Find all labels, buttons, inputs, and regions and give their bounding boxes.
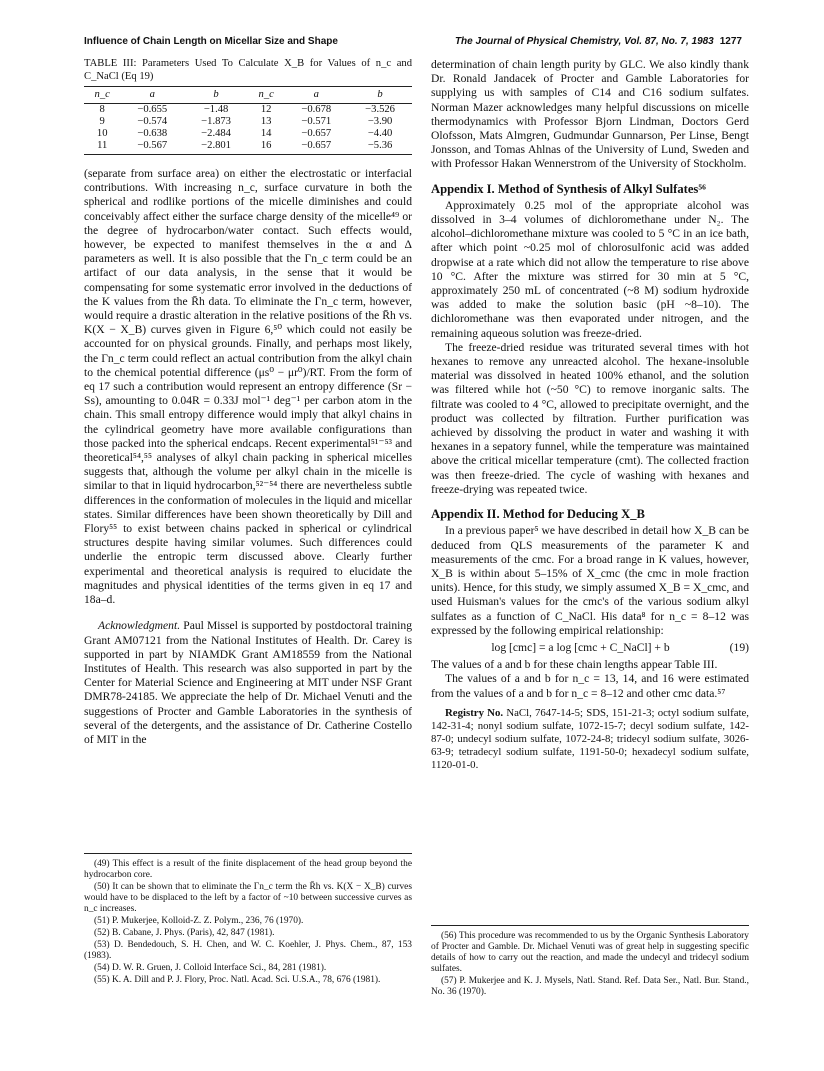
table-row [84, 128, 412, 140]
registry-label: Registry No. [445, 706, 504, 719]
column-header: b [348, 87, 412, 104]
table-cell: −0.638 [137, 128, 168, 139]
left-column [84, 58, 412, 747]
footnote: (49) This effect is a result of the finite displacement of the head group beyond the hydrocarbon core. [84, 859, 412, 880]
body-paragraph: The freeze-dried residue was triturated several times with hot hexanes to remove any unreacted alcohol. The hexane-insoluble material was dissolved in heated 100% ethanol, and the solution was filtered while hot (~50 °C) to remove inorganic salts. The filtrate was cooled to 4 °C, allowed to precipitate overnight, and the product was collected by filtration. Further purification was achieved by dissolving the product in water and washing it with hexanes in a sepatory funnel, while the temperature was maintained above the critical micellar temperature (cmt). The collected fraction was then freeze-dried. The cycle of washing with hexanes and freeze-drying was repeated twice. [431, 340, 749, 496]
parameters-table [84, 86, 412, 155]
table-cell: −0.574 [137, 116, 168, 127]
equation-text: log [cmc] = a log [cmc + C_NaCl] + b [491, 640, 670, 654]
table-cell: −2.484 [201, 128, 231, 139]
table-cell: 12 [260, 104, 272, 115]
equation-number: (19) [729, 640, 749, 654]
body-paragraph: The values of a and b for n_c = 13, 14, and 16 were estimated from the values of a and b for n_c = 8–12 and other cmc data.⁵⁷ [431, 672, 749, 700]
table-cell: −1.48 [203, 104, 229, 115]
table-cell: −0.657 [301, 128, 332, 139]
appendix-1-heading: Appendix I. Method of Synthesis of Alkyl Sulfates⁵⁶ [431, 181, 706, 196]
table-cell: 14 [260, 128, 272, 139]
table-cell: 9 [99, 116, 105, 127]
footnote: (55) K. A. Dill and P. J. Flory, Proc. Natl. Acad. Sci. U.S.A., 78, 676 (1981). [94, 975, 381, 985]
footnote: (53) D. Bendedouch, S. H. Chen, and W. C. Koehler, J. Phys. Chem., 87, 153 (1983). [84, 940, 412, 961]
table-cell: 11 [84, 140, 120, 155]
table-cell: 16 [248, 140, 284, 155]
registry-text: NaCl, 7647-14-5; SDS, 151-21-3; octyl sodium sulfate, 142-31-4; nonyl sodium sulfate, 1072-15-7; decyl sodium sulfate, 142-87-0; undecyl sodium sulfate, 1072-24-8; tridecyl sodium sulfate, 3026-63-9; tetradecyl sodium sulfate, 1191-50-0; hexadecyl sodium sulfate, 1120-01-0. [431, 706, 749, 771]
column-header: a [284, 87, 348, 104]
table-caption: TABLE III: Parameters Used To Calculate X_B for Values of n_c and C_NaCl (Eq 19) [84, 58, 412, 82]
table-cell: −0.657 [284, 140, 348, 155]
body-paragraph: Approximately 0.25 mol of the appropriate alcohol was dissolved in 3–4 volumes of dichloromethane under N₂. The alcohol–dichloromethane mixture was cooled to 5 °C in an ice bath, after which point ~0.25 mol of chlorosulfonic acid was added dropwise at a rate which did not allow the temperature to rise above 10 °C. After the mixture was stirred for 30 min at 5 °C, approximately 250 mL of concentrated (~8 M) sodium hydroxide was added to make the solution basic (pH ~8–10). The dichloromethane was then evaporated under nitrogen, and the remaining aqueous solution was freeze-dried. [431, 198, 749, 340]
page-number: 1277 [719, 36, 742, 47]
footnote: (50) It can be shown that to eliminate the Γn_c term the R̄h vs. K(X − X_B) curves would have to be displaced to the left by a factor of ~10 between successive curves as n_c increases. [84, 882, 412, 914]
column-header: n_c [248, 87, 284, 104]
acknowledgment-text: Paul Missel is supported by postdoctoral training Grant AM07121 from the National Institutes of Health. Dr. Carey is supported in part by NIAMDK Grant AM18559 from the National Institutes of Health. This research was also supported in part by the Center for Material Science and Engineering at MIT under NSF Grant DMR78-24185. We appreciate the help of Dr. Michael Venuti and the suggestions of Procter and Gamble Laboratories in the synthesis of several of the detergents, and the assistance of Dr. Catherine Costello of MIT in the [84, 619, 412, 746]
table-cell: −4.40 [367, 128, 393, 139]
footnote: (56) This procedure was recommended to us by the Organic Synthesis Laboratory of Procter and Gamble. Dr. Michael Venuti was of great help in suggesting specific details of how to carry out the reaction, and made the undecyl and tridecyl sodium sulfates. [431, 931, 749, 974]
table-cell: 13 [260, 116, 272, 127]
table-row [84, 104, 412, 117]
table-header-row [84, 87, 412, 104]
running-header-journal [455, 36, 742, 47]
body-paragraph: In a previous paper⁵ we have described in detail how X_B can be deduced from QLS measurements of the parameter K and measurements of the cmc. For a broad range in K values, however, X_B is within about 5–15% of X_cmc (the cmc in mole fraction units). Hence, for this study, we simply assumed X_B = X_cmc, and used Huisman's values for the cmc's of the various sodium alkyl sulfates as a function of C_NaCl. His data⁸ for n_c = 8–12 was expressed by the following empirical relationship: [431, 524, 749, 637]
appendix-2-heading: Appendix II. Method for Deducing X_B [431, 507, 645, 522]
table-cell: −0.571 [301, 116, 332, 127]
table-cell: −3.90 [367, 116, 393, 127]
table-cell: −0.567 [120, 140, 184, 155]
table-cell: 10 [96, 128, 108, 139]
running-header-title: Influence of Chain Length on Micellar Size and Shape [84, 36, 338, 47]
table-row [84, 140, 412, 155]
registry-paragraph [431, 707, 749, 772]
acknowledgment-label: Acknowledgment. [98, 619, 181, 633]
column-header: a [120, 87, 184, 104]
footnotes-right [431, 925, 749, 999]
footnotes-left [84, 853, 412, 987]
table-cell: −5.36 [348, 140, 412, 155]
footnote: (54) D. W. R. Gruen, J. Colloid Interface Sci., 84, 281 (1981). [94, 963, 327, 973]
footnote: (51) P. Mukerjee, Kolloid-Z. Z. Polym., 236, 76 (1970). [94, 916, 304, 926]
journal-citation: The Journal of Physical Chemistry, Vol. 87, No. 7, 1983 [454, 36, 714, 47]
table-row [84, 116, 412, 128]
column-header: n_c [84, 87, 120, 104]
table-cell: −0.678 [301, 104, 332, 115]
body-paragraph: The values of a and b for these chain lengths appear Table III. [431, 658, 718, 672]
table-cell: −1.873 [201, 116, 231, 127]
table-cell: −2.801 [184, 140, 248, 155]
table-cell: −0.655 [137, 104, 168, 115]
right-column [431, 58, 749, 772]
body-paragraph: (separate from surface area) on either the electrostatic or interfacial contributions. With increasing n_c, surface curvature in both the spherical and rodlike portions of the micelle diminishes and could conceivably affect either the surface charge density of the micelle⁴⁹ or the degree of hydrocarbon/water contact. Such effects would, however, be expected to manifest themselves in the α and Δ parameters as well. It is also possible that the Γn_c term could be an artifact of our data analysis, in the sense that it would be compensating for some systematic error involved in the deductions of the K values from the R̄h data. To eliminate the Γn_c term, however, would require a drastic alteration in the relative positions of the R̄h vs. K(X − X_B) curves given in Figure 6,⁵⁰ which could not easily be accounted for on physical grounds. Finally, and perhaps most likely, the Γn_c term could reflect an actual contribution from the alkyl chain to the chemical potential difference (μs⁰ − μr⁰)/RT. From the form of eq 17 such a contribution would represent an entropy difference (Sr − Ss), amounting to 0.04R = 0.33J mol⁻¹ deg⁻¹ per carbon atom in the chain. This small entropy difference would imply that alkyl chains in the cylindrical geometry have more available configurations than those packed into the spherical endcaps. Recent experimental⁵¹⁻⁵³ and theoretical⁵⁴,⁵⁵ analyses of alkyl chain packing in spherical micelles suggests that, although the volume per alkyl chain in the micelle is similar to that in liquid hydrocarbon,⁵²⁻⁵⁴ there are nevertheless subtle differences in the conformation of molecules in the liquid and micellar states. Similar differences have been shown theoretically by Dill and Flory⁵⁵ to exist between chains packed in spherical or cylindrical structures despite having similar volumes. Such differences could underlie the entropic term discussed above. Clearly further experimental and theoretical analysis is required to elucidate the magnitudes and physical identities of the terms given in eq 17 and 18a–d. [84, 167, 412, 607]
table-cell: −3.526 [365, 104, 395, 115]
table-cell: 8 [99, 104, 105, 115]
footnote: (52) B. Cabane, J. Phys. (Paris), 42, 847 (1981). [94, 928, 275, 938]
body-paragraph: determination of chain length purity by GLC. We also kindly thank Dr. Ronald Jandacek of Procter and Gamble Laboratories for supplying us with samples of C14 and C16 sodium sulfates. Norman Mazer acknowledges many helpful discussions on micelle thermodynamics with Professor Bjorn Lindman, Doctors Gerd Olofsson, Mats Almgren, Gudmundar Gunnarson, Per Linse, Bengt Jonsson, and Tomas Ahlnas of the University of Lund, Sweden and with Professor Hakan Wennerstrom of the University of Stockholm. [431, 58, 749, 171]
column-header: b [184, 87, 248, 104]
equation-19 [431, 641, 749, 655]
acknowledgment-paragraph [84, 619, 412, 747]
footnote: (57) P. Mukerjee and K. J. Mysels, Natl. Stand. Ref. Data Ser., Natl. Bur. Stand., No. 36 (1970). [431, 976, 749, 997]
